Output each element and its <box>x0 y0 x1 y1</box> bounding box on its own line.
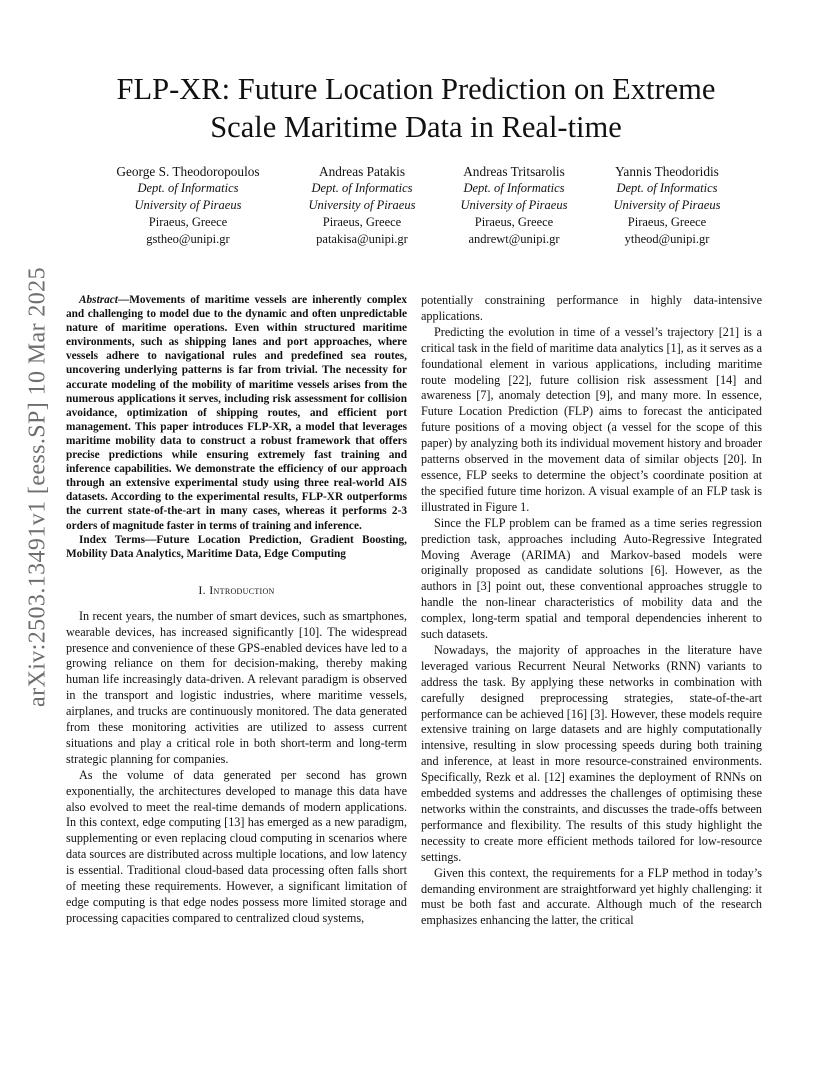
paper-title-line-2: Scale Maritime Data in Real-time <box>210 110 622 144</box>
abstract-label: Abstract <box>79 294 118 306</box>
author-location: Piraeus, Greece <box>148 215 228 229</box>
author-email: patakisa@unipi.gr <box>316 232 408 246</box>
index-terms-text: —Future Location Prediction, Gradient Boosting, Mobility Data Analytics, Maritime Data, Edge Computing <box>66 533 407 560</box>
section-number: I. <box>198 582 210 597</box>
author-dept: Dept. of Informatics <box>463 181 565 195</box>
abstract-text: —Movements of maritime vessels are inherently complex and challenging to model due to the dynamic and often unpredictable nature of maritime operations. Even within structured maritime environments, such as shipping lanes and port approaches, where vessels adhere to navigational rules and predefined sea routes, uncovering underlying patterns is far from trivial. The necessity for accurate modeling of the mobility of maritime vessels arises from the numerous applications it serves, including risk assessment for collision avoidance, optimization of shipping routes, and efficient port management. This paper introduces FLP-XR, a model that leverages maritime mobility data to construct a robust framework that offers precise predictions while ensuring extremely fast training and inference capabilities. We demonstrate the efficiency of our approach through an extensive experimental study using three real-world AIS datasets. According to the experimental results, FLP-XR outperforms the current state-of-the-art in many cases, whereas it performs 2-3 orders of magnitude faster in terms of training and inference. <box>66 294 407 532</box>
body-paragraph: Nowadays, the majority of approaches in the literature have leveraged various Recurrent Neural Networks (RNN) variants to address the task. By applying these networks in combination with carefully designed preprocessing strategies, state-of-the-art performance can be achieved [16] [3]. However, these models require extensive training on large datasets and are highly computationally intensive, resulting in slow processing speeds during both training and inference, at least in more resource-constrained environments. Specifically, Rezk et al. [12] examines the deployment of RNNs on embedded systems and addresses the challenges of optimising these networks within the constraints, and discusses the trade-offs between performance and flexibility. The results of this study highlight the necessity to create more efficient methods tailored for low-resource settings. <box>421 642 762 864</box>
body-paragraph: In recent years, the number of smart devices, such as smartphones, wearable devices, has increased significantly [10]. The widespread presence and convenience of these GPS-enabled devices have led to a growing reliance on them for decision-making, thereby making human life increasingly data-driven. A relevant paradigm is observed in the transport and logistic industries, where maritime vessels, airplanes, and trucks are continuously monitored. The data generated from these monitoring activities are utilized to assess current situations and play a critical role in both short-term and long-term strategic planning for companies. <box>66 608 407 766</box>
section-title: Introduction <box>209 582 275 597</box>
author-dept: Dept. of Informatics <box>137 181 239 195</box>
body-paragraph: As the volume of data generated per second has grown exponentially, the architectures developed to manage this data have also evolved to meet the real-time demands of modern applications. In this context, edge computing [13] has emerged as a new paradigm, supplementing or even replacing cloud computing in scenarios where data sources are distributed across multiple locations, and low latency is essential. Traditional cloud-based data processing often falls short of meeting these requirements. However, a significant limitation of edge computing is that edge nodes possess more limited storage and processing capacities compared to centralized cloud systems, <box>66 767 407 925</box>
author-1 <box>88 163 288 248</box>
author-email: gstheo@unipi.gr <box>146 232 230 246</box>
section-heading <box>66 583 407 599</box>
author-block <box>88 163 748 253</box>
author-name: Andreas Tritsarolis <box>463 164 565 179</box>
paper-title-line-1: FLP-XR: Future Location Prediction on Extreme <box>116 72 716 106</box>
body-paragraph: Given this context, the requirements for a FLP method in today’s demanding environment are straightforward yet highly challenging: it must be both fast and accurate. Although much of the research emphasizes enhancing the latter, the critical <box>421 865 762 928</box>
author-email: andrewt@unipi.gr <box>468 232 560 246</box>
author-name: Andreas Patakis <box>318 164 406 179</box>
arxiv-identifier-text: arXiv:2503.13491v1 [eess.SP] 10 Mar 2025 <box>24 267 51 707</box>
author-university: University of Piraeus <box>460 198 568 212</box>
index-terms-label: Index Terms <box>79 533 146 546</box>
arxiv-identifier <box>22 267 54 707</box>
abstract <box>66 293 407 533</box>
author-university: University of Piraeus <box>613 198 721 212</box>
author-dept: Dept. of Informatics <box>616 181 718 195</box>
index-terms <box>66 533 407 561</box>
author-location: Piraeus, Greece <box>322 215 402 229</box>
author-university: University of Piraeus <box>308 198 416 212</box>
body-paragraph: Since the FLP problem can be framed as a time series regression prediction task, approaches including Auto-Regressive Integrated Moving Average (ARIMA) and Markov-based models were originally proposed as candidate solutions [6]. However, as the authors in [3] point out, these conventional approaches struggle to handle the non-linear characteristics of mobility data and the complex, long-term spatial and temporal dependencies inherent to such datasets. <box>421 515 762 642</box>
author-2 <box>292 163 432 248</box>
author-email: ytheod@unipi.gr <box>624 232 710 246</box>
body-paragraph: potentially constraining performance in highly data-intensive applications. <box>421 293 762 323</box>
left-column <box>66 293 407 927</box>
author-location: Piraeus, Greece <box>474 215 554 229</box>
author-4 <box>594 163 740 248</box>
author-location: Piraeus, Greece <box>627 215 707 229</box>
author-name: George S. Theodoropoulos <box>116 164 260 179</box>
author-name: Yannis Theodoridis <box>615 164 719 179</box>
author-university: University of Piraeus <box>134 198 242 212</box>
author-3 <box>444 163 584 248</box>
body-paragraph: Predicting the evolution in time of a vessel’s trajectory [21] is a critical task in the field of maritime data analytics [1], as it serves as a foundational element in various applications, including maritime route modeling [22], future collision risk assessment [14] and awareness [7], anomaly detection [9], and many more. In essence, Future Location Prediction (FLP) aims to forecast the anticipated future positions of a moving object (a vessel for the scope of this paper) by analyzing both its individual movement history and broader patterns observed in the movement data of similar objects [20]. In essence, FLP seeks to determine the object’s coordinate position at the specified future time horizon. A visual example of an FLP task is illustrated in Figure 1. <box>421 324 762 514</box>
paper-title <box>66 70 766 146</box>
right-column <box>421 293 762 929</box>
author-dept: Dept. of Informatics <box>311 181 413 195</box>
